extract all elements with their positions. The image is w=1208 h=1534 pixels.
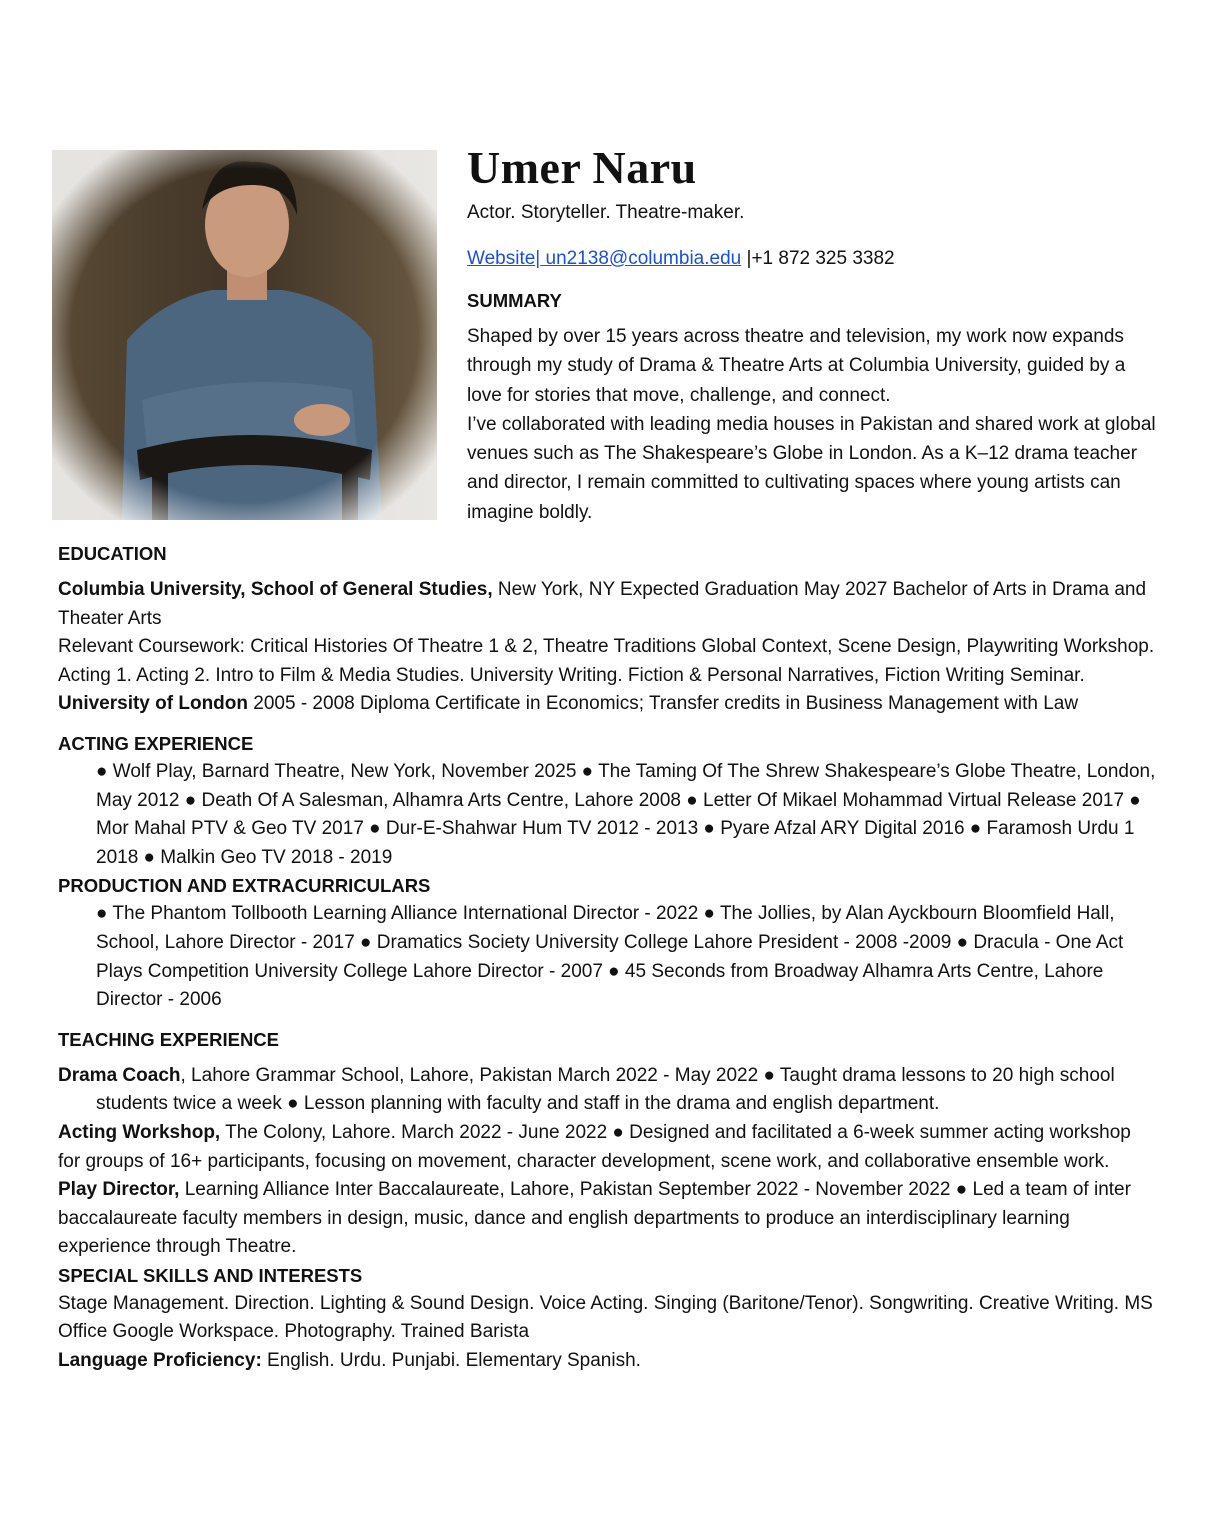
teaching-heading: TEACHING EXPERIENCE <box>58 1028 280 1050</box>
email-address: un2138@columbia.edu <box>540 248 742 269</box>
production-list: ● The Phantom Tollbooth Learning Alliance International Director - 2022 ● The Jollies, by Alan Ayckbourn Bloomfield Hall, School, Lahore Director - 2017 ● Dramatics Society University College Lahore President - 2008 -2009 ● Dracula - One Act Plays Competition University College Lahore Director - 2007 ● 45 Seconds from Broadway Alhamra Arts Centre, Lahore Director - 2006 <box>96 903 1124 1011</box>
summary-text <box>467 322 1157 527</box>
contact-separator: | <box>535 248 541 269</box>
website-link[interactable]: Website <box>467 248 536 269</box>
tagline: Actor. Storyteller. Theatre-maker. <box>467 202 745 223</box>
teaching-title: Drama Coach <box>58 1064 181 1086</box>
profile-photo <box>52 150 437 520</box>
education-entry <box>58 690 1158 719</box>
education-heading: EDUCATION <box>58 543 167 564</box>
teaching-title: Play Director, <box>58 1179 180 1201</box>
institution-name: University of London <box>58 693 248 715</box>
institution-name: Columbia University, School of General Studies, <box>58 579 493 600</box>
summary-paragraph: I’ve collaborated with leading media houses in Pakistan and shared work at global venues such as The Shakespeare’s Globe in London. As a K–12 drama teacher and director, I remain committed to cultivating spaces where young artists can imagine boldly. <box>467 413 1156 523</box>
language-proficiency <box>58 1347 1158 1376</box>
resume-header <box>467 140 1157 527</box>
acting-list: ● Wolf Play, Barnard Theatre, New York, November 2025 ● The Taming Of The Shrew Shakespeare’s Globe Theatre, London, May 2012 ● Death Of A Salesman, Alhamra Arts Centre, Lahore 2008 ● Letter Of Mikael Mohammad Virtual Release 2017 ● Mor Mahal PTV & Geo TV 2017 ● Dur-E-Shahwar Hum TV 2012 - 2013 ● Pyare Afzal ARY Digital 2016 ● Faramosh Urdu 1 2018 ● Malkin Geo TV 2018 - 2019 <box>96 760 1156 868</box>
summary-paragraph: Shaped by over 15 years across theatre and television, my work now expands through my study of Drama & Theatre Arts at Columbia University, guided by a love for stories that move, challenge, and connect. <box>467 326 1126 406</box>
resume-body <box>58 540 1158 1376</box>
teaching-entry <box>58 1119 1158 1176</box>
contact-line <box>467 246 1157 272</box>
summary-heading: SUMMARY <box>467 290 562 311</box>
teaching-entry <box>58 1062 1158 1119</box>
teaching-entry <box>58 1176 1158 1262</box>
coursework: Relevant Coursework: Critical Histories Of Theatre 1 & 2, Theatre Traditions Global Context, Scene Design, Playwriting Workshop. Acting 1. Acting 2. Intro to Film & Media Studies. University Writing. Fiction & Personal Narratives, Fiction Writing Seminar. <box>58 636 1155 686</box>
teaching-title: Acting Workshop, <box>58 1121 221 1143</box>
language-value: English. Urdu. Punjabi. Elementary Spanish. <box>261 1350 641 1372</box>
teaching-details: , Lahore Grammar School, Lahore, Pakistan March 2022 - May 2022 ● Taught drama lessons to 20 high school students twice a week ● Lesson planning with faculty and staff in the drama and english department. <box>96 1064 1115 1115</box>
education-entry <box>58 576 1158 633</box>
acting-heading: ACTING EXPERIENCE <box>58 732 254 754</box>
production-heading: PRODUCTION AND EXTRACURRICULARS <box>58 875 431 897</box>
teaching-details: The Colony, Lahore. March 2022 - June 2022 ● Designed and facilitated a 6-week summer acting workshop for groups of 16+ participants, focusing on movement, character development, scene work, and collaborative ensemble work. <box>58 1121 1131 1172</box>
skills-heading: SPECIAL SKILLS AND INTERESTS <box>58 1264 363 1286</box>
skills-list: Stage Management. Direction. Lighting & Sound Design. Voice Acting. Singing (Baritone/Tenor). Songwriting. Creative Writing. MS Office Google Workspace. Photography. Trained Barista <box>58 1292 1153 1343</box>
contact-separator: | <box>741 248 752 269</box>
teaching-details: Learning Alliance Inter Baccalaureate, Lahore, Pakistan September 2022 - November 2022 ● Led a team of inter baccalaureate faculty members in design, music, dance and english departments to produce an interdisciplinary learning experience through Theatre. <box>58 1179 1131 1258</box>
phone-number: +1 872 325 3382 <box>751 248 895 269</box>
institution-details: New York, NY Expected Graduation May 2027 Bachelor of Arts in Drama and Theater Arts <box>58 579 1147 629</box>
email-link[interactable] <box>535 248 741 269</box>
institution-details: 2005 - 2008 Diploma Certificate in Economics; Transfer credits in Business Management with Law <box>248 693 1079 715</box>
language-label: Language Proficiency: <box>58 1350 262 1372</box>
candidate-name: Umer Naru <box>467 142 697 193</box>
